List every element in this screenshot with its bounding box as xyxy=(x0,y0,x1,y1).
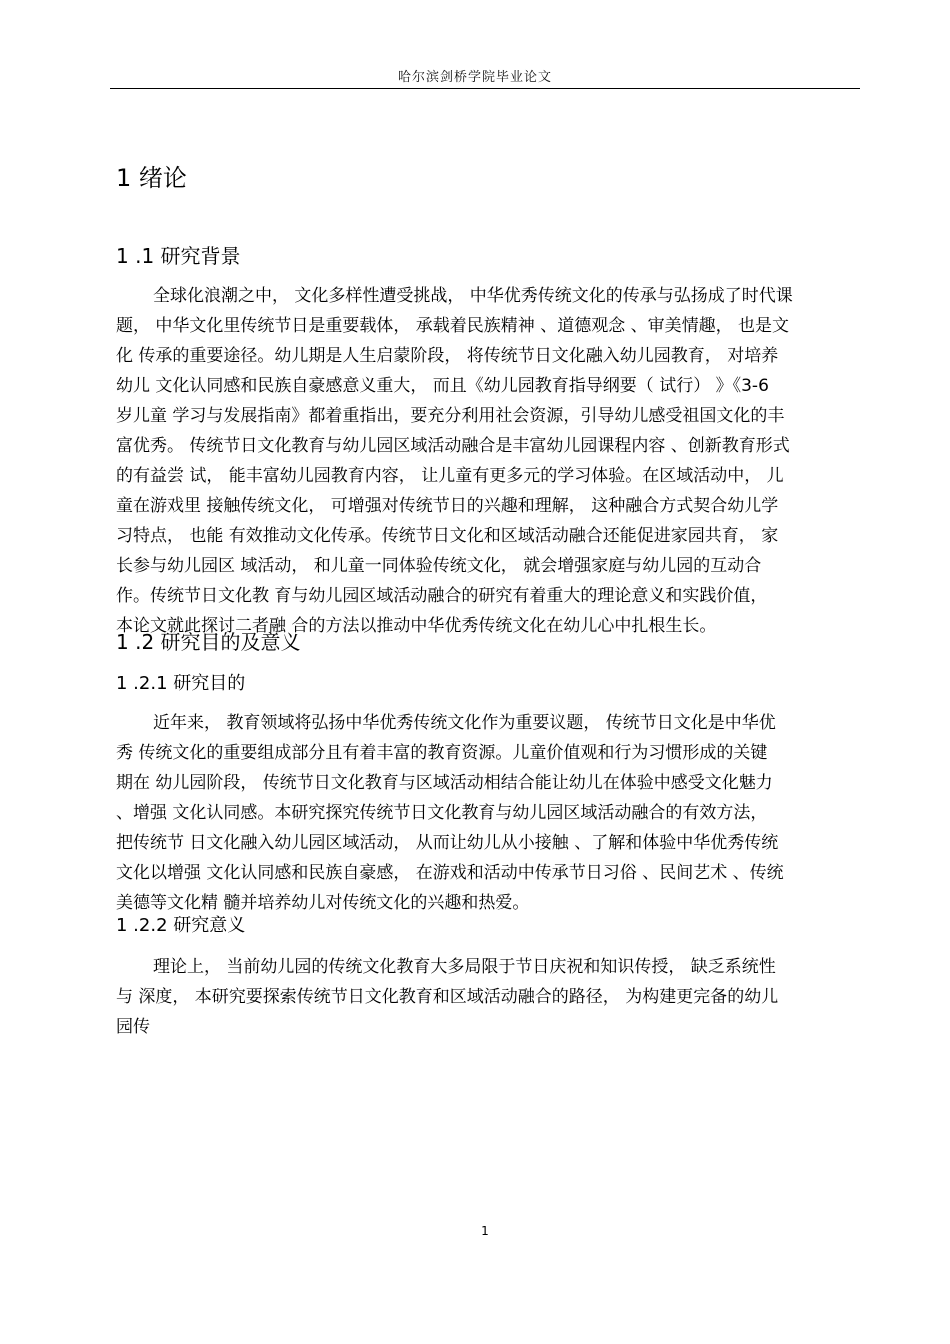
subsection-heading-1-2-1: 1 .2.1 研究目的 xyxy=(116,673,246,694)
paragraph-line: 化 传承的重要途径。幼儿期是人生启蒙阶段， 将传统节日文化融入幼儿园教育， 对培养 xyxy=(116,346,779,366)
paragraph-line: 题， 中华文化里传统节日是重要载体， 承载着民族精神 、道德观念 、审美情趣， 也是文 xyxy=(116,316,790,336)
paragraph-line: 与 深度， 本研究要探索传统节日文化教育和区域活动融合的路径， 为构建更完备的幼儿 xyxy=(116,987,779,1007)
paragraph-purpose xyxy=(116,708,868,918)
paragraph-line: 、增强 文化认同感。本研究探究传统节日文化教育与幼儿园区域活动融合的有效方法， xyxy=(116,803,768,823)
paragraph-line: 习特点， 也能 有效推动文化传承。传统节日文化和区域活动融合还能促进家园共育， 家 xyxy=(116,526,779,546)
paragraph-line: 把传统节 日文化融入幼儿园区域活动， 从而让幼儿从小接触 、了解和体验中华优秀传统 xyxy=(116,833,779,853)
chapter-heading: 1 绪论 xyxy=(116,164,187,192)
paragraph-line: 理论上， 当前幼儿园的传统文化教育大多局限于节日庆祝和知识传授， 缺乏系统性 xyxy=(153,957,776,977)
paragraph-line: 园传 xyxy=(116,1017,150,1037)
paragraph-line: 美德等文化精 髓并培养幼儿对传统文化的兴趣和热爱。 xyxy=(116,893,530,913)
paragraph-line: 童在游戏里 接触传统文化， 可增强对传统节日的兴趣和理解， 这种融合方式契合幼儿学 xyxy=(116,496,779,516)
header-divider xyxy=(110,88,860,89)
running-header: 哈尔滨剑桥学院毕业论文 xyxy=(397,70,552,85)
paragraph-line: 近年来， 教育领域将弘扬中华优秀传统文化作为重要议题， 传统节日文化是中华优 xyxy=(153,713,776,733)
subsection-heading-1-2-2: 1 .2.2 研究意义 xyxy=(116,915,246,936)
paragraph-significance xyxy=(116,952,868,1042)
paragraph-line: 全球化浪潮之中， 文化多样性遭受挑战， 中华优秀传统文化的传承与弘扬成了时代课 xyxy=(153,286,793,306)
paragraph-line: 长参与幼儿园区 域活动， 和儿童一同体验传统文化， 就会增强家庭与幼儿园的互动合 xyxy=(116,556,762,576)
page-number: 1 xyxy=(481,1224,489,1238)
section-heading-1-2: 1 .2 研究目的及意义 xyxy=(116,630,301,654)
section-heading-1-1: 1 .1 研究背景 xyxy=(116,244,241,268)
paragraph-line: 期在 幼儿园阶段， 传统节日文化教育与区域活动相结合能让幼儿在体验中感受文化魅力 xyxy=(116,773,773,793)
paragraph-line: 的有益尝 试， 能丰富幼儿园教育内容， 让儿童有更多元的学习体验。在区域活动中， 儿 xyxy=(116,466,784,486)
paragraph-line: 秀 传统文化的重要组成部分且有着丰富的教育资源。儿童价值观和行为习惯形成的关键 xyxy=(116,743,768,763)
paragraph-line: 富优秀。 传统节日文化教育与幼儿园区域活动融合是丰富幼儿园课程内容 、创新教育形式 xyxy=(116,436,790,456)
paragraph-line: 文化以增强 文化认同感和民族自豪感， 在游戏和活动中传承节日习俗 、民间艺术 、传统 xyxy=(116,863,784,883)
paragraph-background xyxy=(116,281,868,641)
paragraph-line: 幼儿 文化认同感和民族自豪感意义重大， 而且《幼儿园教育指导纲要（ 试行） 》《3-6 xyxy=(116,376,769,396)
paragraph-line: 岁儿童 学习与发展指南》都着重指出，要充分利用社会资源，引导幼儿感受祖国文化的丰 xyxy=(116,406,785,426)
paragraph-line: 本论文就此探讨二者融 合的方法以推动中华优秀传统文化在幼儿心中扎根生长。 xyxy=(116,616,717,636)
paragraph-line: 作。传统节日文化教 育与幼儿园区域活动融合的研究有着重大的理论意义和实践价值， xyxy=(116,586,768,606)
